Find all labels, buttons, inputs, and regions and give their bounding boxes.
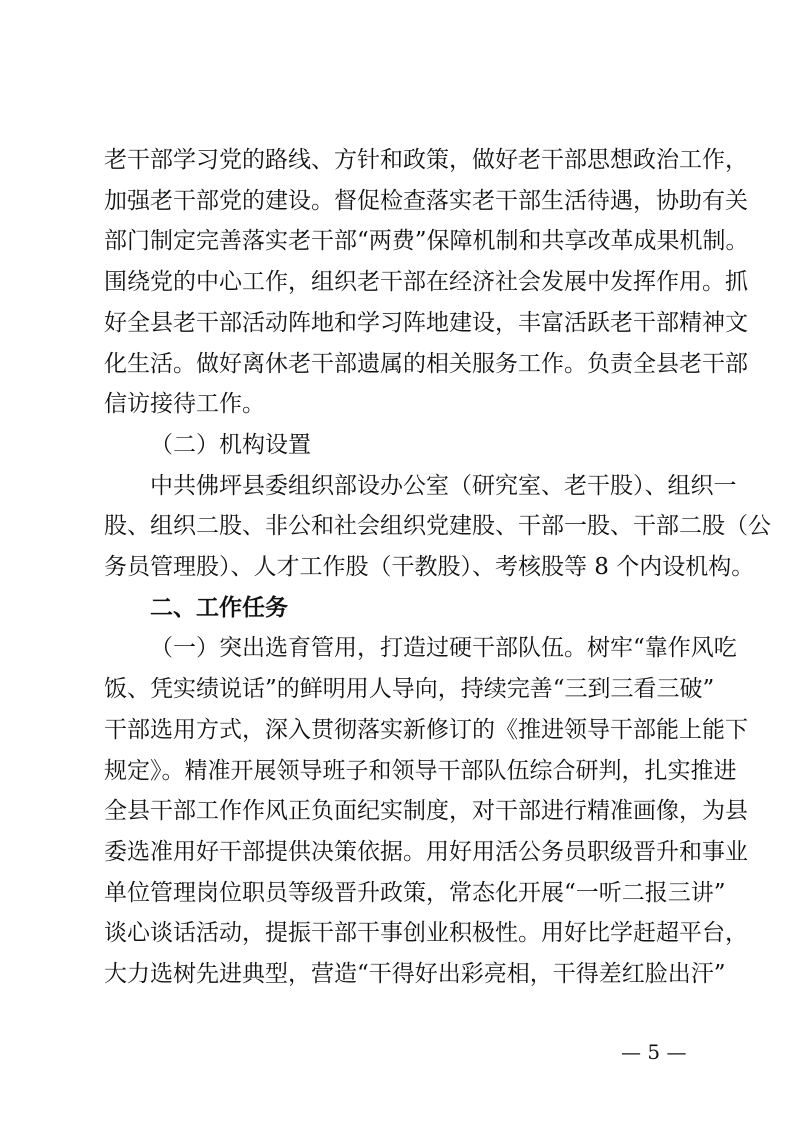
body-line-15: 干部选用方式，深入贯彻落实新修订的《推进领导干部能上能下 <box>104 716 748 743</box>
body-line-14: 饭、凭实绩说话”的鲜明用人导向，持续完善“三到三看三破” <box>104 676 715 703</box>
body-line-16: 规定》。精准开展领导班子和领导干部队伍综合研判，扎实推进 <box>104 757 737 784</box>
body-line-20: 谈心谈话活动，提振干部干事创业积极性。用好比学赶超平台， <box>104 920 748 947</box>
body-line-11: 务员管理股）、人才工作股（干教股）、考核股等 8 个内设机构。 <box>104 554 755 580</box>
body-line-13: （一）突出选育管用，打造过硬干部队伍。树牢“靠作风吃 <box>150 635 737 662</box>
section-heading-tasks: 二、工作任务 <box>150 594 288 621</box>
body-line-17: 全县干部工作作风正负面纪实制度，对干部进行精准画像，为县 <box>104 798 748 825</box>
body-line-3: 部门制定完善落实老干部“两费”保障机制和共享改革成果机制。 <box>104 228 749 255</box>
page-number: — 5 — <box>621 1040 687 1064</box>
body-line-19: 单位管理岗位职员等级晋升政策，常态化开展“一听二报三讲” <box>104 879 726 906</box>
body-line-9: 中共佛坪县委组织部设办公室（研究室、老干股）、组织一 <box>150 472 737 499</box>
body-line-6: 化生活。做好离休老干部遗属的相关服务工作。负责全县老干部 <box>104 350 748 377</box>
body-line-18: 委选准用好干部提供决策依据。用好用活公务员职级晋升和事业 <box>104 838 748 865</box>
body-line-21: 大力选树先进典型，营造“干得好出彩亮相，干得差红脸出汗” <box>104 961 726 987</box>
body-line-10: 股、组织二股、非公和社会组织党建股、干部一股、干部二股（公 <box>104 513 771 540</box>
section-heading-org-setup: （二）机构设置 <box>150 431 311 458</box>
body-line-4: 围绕党的中心工作，组织老干部在经济社会发展中发挥作用。抓 <box>104 269 748 296</box>
body-line-7: 信访接待工作。 <box>104 391 265 418</box>
body-line-2: 加强老干部党的建设。督促检查落实老干部生活待遇，协助有关 <box>104 187 748 214</box>
body-line-5: 好全县老干部活动阵地和学习阵地建设，丰富活跃老干部精神文 <box>104 309 748 336</box>
body-line-1: 老干部学习党的路线、方针和政策，做好老干部思想政治工作， <box>104 147 748 173</box>
